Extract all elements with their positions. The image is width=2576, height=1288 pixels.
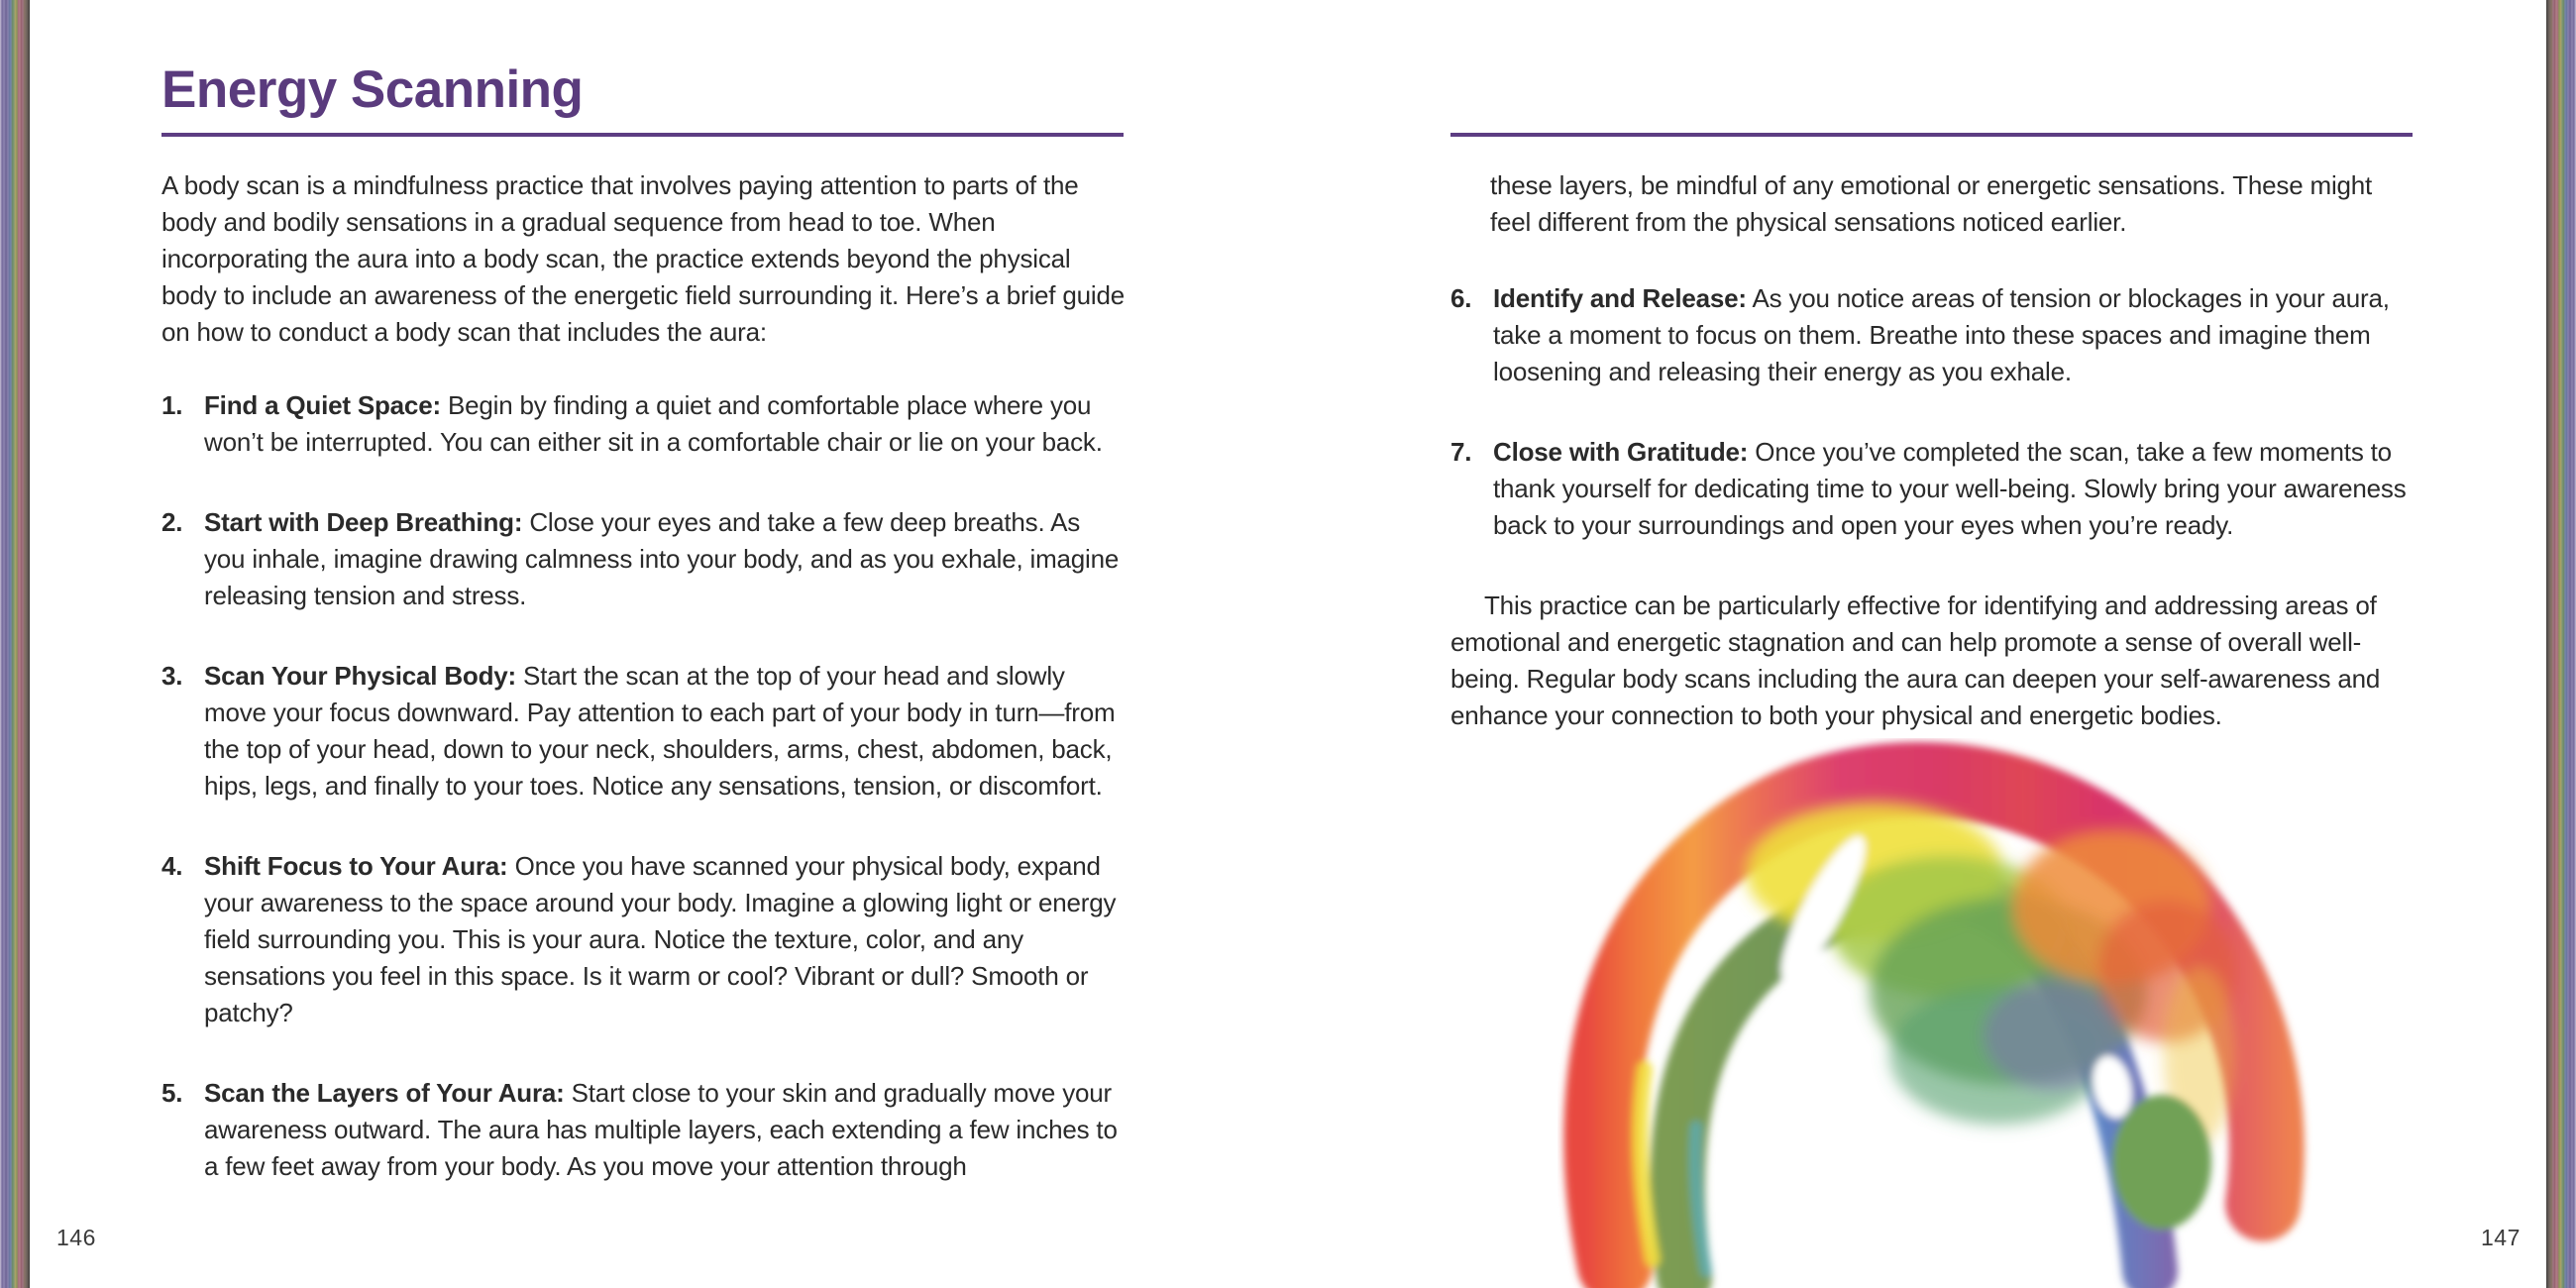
item-number: 3. [161, 661, 183, 691]
closing-paragraph: This practice can be particularly effective for identifying and addressing areas of emotional and energetic stagnation and can help promote a sense of overall well-being. Regular body scans including the aura can deepen your self-awareness and enhance your connection to both your physical and energetic bodies. [1450, 590, 2381, 730]
page-edge-decoration-right [2546, 0, 2576, 1288]
item-text: Start close to your skin and gradually move your awareness outward. The aura has multiple layers, each extending a few inches to a few feet away from your body. As you move your attention through [204, 1078, 1118, 1181]
item-text: Once you have scanned your physical body, expand your awareness to the space around your body. Imagine a glowing light or energy field surrounding you. This is your aura. Notice the texture, color, and any sensations you feel in this space. Is it warm or cool? Vibrant or dull? Smooth or patchy? [204, 851, 1117, 1027]
rainbow-green-blob [2112, 1095, 2211, 1230]
list-item-1 [161, 387, 1127, 461]
item-lead: Shift Focus to Your Aura: [204, 851, 508, 881]
item-lead: Scan Your Physical Body: [204, 661, 517, 691]
item-number: 7. [1450, 437, 1472, 467]
item-text: Close your eyes and take a few deep breaths. As you inhale, imagine drawing calmness into your body, and as you exhale, imagine releasing tension and stress. [204, 507, 1120, 610]
right-page-text [1450, 167, 2416, 734]
list-item-3 [161, 658, 1127, 805]
item-text: Start the scan at the top of your head and slowly move your focus downward. Pay attention to each part of your body in turn—from the top of your head, down to your neck, shoulders, arms, chest, abdomen, back, hips, legs, and finally to your toes. Notice any sensations, tension, or discomfort. [204, 661, 1116, 801]
item-text: Once you’ve completed the scan, take a few moments to thank yourself for dedicating time to your well-being. Slowly bring your awareness back to your surroundings and open your eyes when you’re ready. [1493, 437, 2407, 540]
list-item-5 [161, 1075, 1127, 1185]
list-item-4 [161, 848, 1127, 1031]
list-item-6 [1450, 280, 2416, 390]
item-lead: Identify and Release: [1493, 283, 1747, 313]
page-number-right: 147 [2481, 1225, 2521, 1250]
item-number: 4. [161, 851, 183, 881]
item5-continuation: these layers, be mindful of any emotional or energetic sensations. These might feel different from the physical sensations noticed earlier. [1490, 170, 2373, 237]
item-text: Begin by finding a quiet and comfortable place where you won’t be interrupted. You can either sit in a comfortable chair or lie on your back. [204, 390, 1103, 457]
list-item-2 [161, 504, 1127, 614]
item-lead: Close with Gratitude: [1493, 437, 1749, 467]
item-lead: Start with Deep Breathing: [204, 507, 523, 537]
title-rule [161, 133, 1124, 137]
item-lead: Scan the Layers of Your Aura: [204, 1078, 565, 1108]
page-number-left: 146 [56, 1225, 96, 1250]
page-title: Energy Scanning [161, 60, 584, 119]
watercolor-rainbow-illustration [1557, 738, 2340, 1288]
header-rule-right [1450, 133, 2413, 137]
item-number: 5. [161, 1078, 183, 1108]
page-edge-decoration-left [0, 0, 30, 1288]
list-item-7 [1450, 434, 2416, 544]
item-lead: Find a Quiet Space: [204, 390, 441, 420]
item-number: 2. [161, 507, 183, 537]
item-text: As you notice areas of tension or blockages in your aura, take a moment to focus on them. Breathe into these spaces and imagine them loosening and releasing their energy as you exhale. [1493, 283, 2390, 386]
intro-paragraph: A body scan is a mindfulness practice that involves paying attention to parts of the body and bodily sensations in a gradual sequence from head to toe. When incorporating the aura into a body scan, the practice extends beyond the physical body to include an awareness of the energetic field surrounding it. Here’s a brief guide on how to conduct a body scan that includes the aura: [161, 170, 1125, 347]
steps-list-1-5 [161, 387, 1127, 1229]
item-number: 6. [1450, 283, 1472, 313]
page-left [161, 0, 1127, 1288]
item-number: 1. [161, 390, 183, 420]
